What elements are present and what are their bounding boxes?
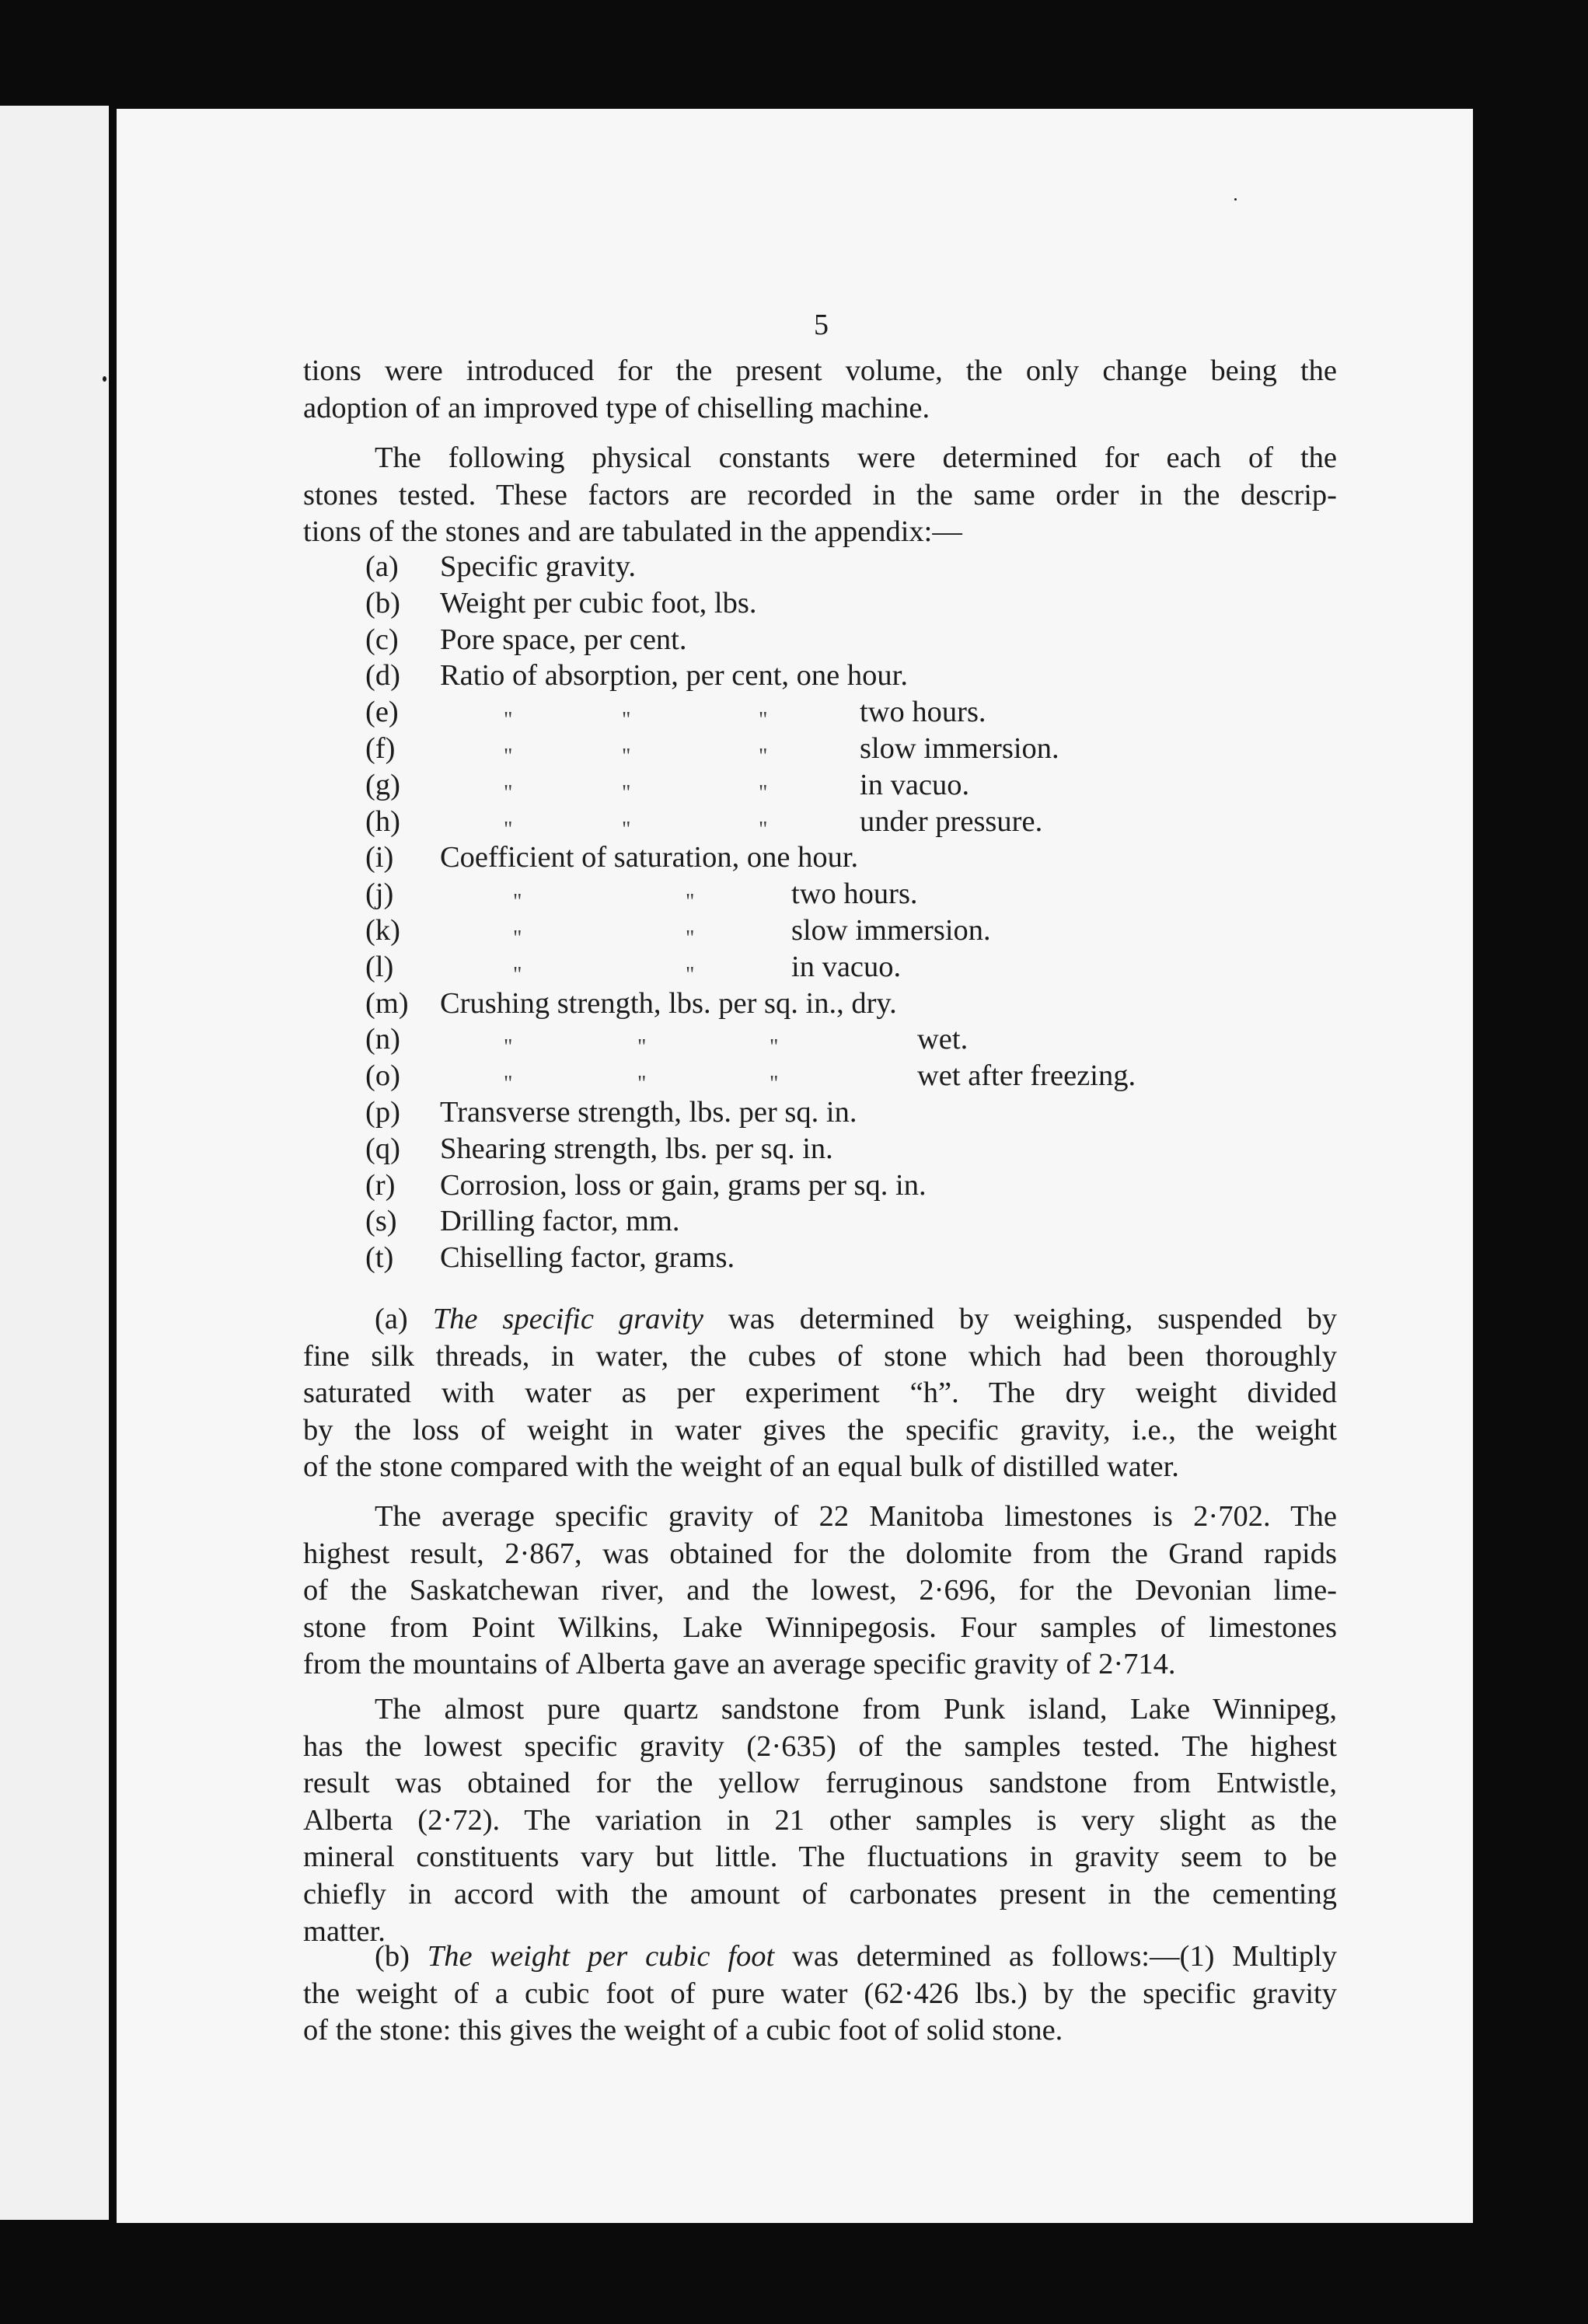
constants-list-item bbox=[365, 731, 1259, 767]
list-item-text: Shearing strength, lbs. per sq. in. bbox=[440, 1132, 833, 1165]
ditto-mark: " bbox=[686, 962, 695, 987]
text-line: stone from Point Wilkins, Lake Winnipegosis. Four samples of limestones bbox=[303, 1610, 1337, 1644]
text-line: has the lowest specific gravity (2·635) of the samples tested. The highest bbox=[303, 1729, 1337, 1763]
text-line: of the Saskatchewan river, and the lowest, 2·696, for the Devonian lime- bbox=[303, 1574, 1337, 1607]
ditto-mark: " bbox=[504, 744, 513, 769]
list-item-text: slow immersion. bbox=[791, 913, 991, 947]
text-line: highest result, 2·867, was obtained for the dolomite from the Grand rapids bbox=[303, 1537, 1337, 1570]
text-line: The almost pure quartz sandstone from Punk island, Lake Winnipeg, bbox=[375, 1693, 1337, 1726]
list-item-letter: (t) bbox=[365, 1241, 394, 1275]
ditto-mark: " bbox=[637, 1035, 647, 1060]
text-line: of the stone: this gives the weight of a cubic foot of solid stone. bbox=[303, 2014, 1063, 2047]
text-line: of the stone compared with the weight of an equal bulk of distilled water. bbox=[303, 1450, 1179, 1484]
list-item-letter: (k) bbox=[365, 913, 400, 947]
text-line: fine silk threads, in water, the cubes of stone which had been thoroughly bbox=[303, 1339, 1337, 1373]
ditto-mark: " bbox=[622, 780, 631, 805]
list-item-letter: (r) bbox=[365, 1168, 396, 1202]
ditto-mark: " bbox=[504, 708, 513, 733]
paragraph-physical-constants bbox=[303, 440, 1337, 551]
ditto-mark: " bbox=[513, 962, 522, 987]
constants-list-item bbox=[365, 986, 1259, 1022]
list-item-letter: (g) bbox=[365, 768, 400, 801]
list-item-letter: (c) bbox=[365, 623, 399, 656]
ditto-mark: " bbox=[504, 780, 513, 805]
ditto-mark: " bbox=[504, 1072, 513, 1097]
ditto-mark: " bbox=[759, 817, 768, 842]
constants-list-item bbox=[365, 804, 1259, 840]
constants-list-item bbox=[365, 1131, 1259, 1167]
list-item-letter: (q) bbox=[365, 1132, 400, 1165]
list-item-text: wet after freezing. bbox=[917, 1059, 1136, 1093]
constants-list-item bbox=[365, 767, 1259, 804]
text-line: tions of the stones and are tabulated in the appendix:— bbox=[303, 515, 962, 549]
list-item-letter: (j) bbox=[365, 878, 394, 911]
ditto-mark: " bbox=[759, 708, 768, 733]
ditto-mark: " bbox=[622, 708, 631, 733]
text-line: tions were introduced for the present volume, the only change being the bbox=[303, 354, 1337, 387]
ditto-mark: " bbox=[504, 1035, 513, 1060]
constants-list-item bbox=[365, 658, 1259, 694]
constants-list-item bbox=[365, 876, 1259, 913]
list-item-text: under pressure. bbox=[860, 804, 1043, 838]
list-item-text: Drilling factor, mm. bbox=[440, 1205, 680, 1238]
list-item-letter: (d) bbox=[365, 659, 400, 693]
constants-list bbox=[365, 549, 1259, 1276]
text-line: saturated with water as per experiment “h”. The dry weight divided bbox=[303, 1377, 1337, 1410]
ditto-mark: " bbox=[513, 890, 522, 915]
text-line: Alberta (2·72). The variation in 21 other samples is very slight as the bbox=[303, 1803, 1337, 1837]
item-label: (b) bbox=[375, 1940, 410, 1973]
text-line: The average specific gravity of 22 Manitoba limestones is 2·702. The bbox=[375, 1500, 1337, 1533]
ditto-mark: " bbox=[686, 890, 695, 915]
list-item-text: Coefficient of saturation, one hour. bbox=[440, 841, 859, 874]
list-item-letter: (l) bbox=[365, 950, 394, 983]
paragraph-weight-per-cubic-foot bbox=[303, 1938, 1337, 2050]
facing-page-edge bbox=[0, 106, 109, 2220]
scan-speck bbox=[1234, 198, 1237, 201]
constants-list-item bbox=[365, 839, 1259, 876]
list-item-letter: (f) bbox=[365, 731, 396, 765]
list-item-text: two hours. bbox=[791, 878, 918, 911]
constants-list-item bbox=[365, 1240, 1259, 1276]
list-item-letter: (n) bbox=[365, 1023, 400, 1056]
paragraph-specific-gravity bbox=[303, 1301, 1337, 1486]
list-item-letter: (p) bbox=[365, 1095, 400, 1129]
paragraph-intro-continuation bbox=[303, 353, 1337, 427]
text-line: adoption of an improved type of chiselling machine. bbox=[303, 391, 930, 424]
list-item-text: in vacuo. bbox=[791, 950, 902, 983]
text-line: result was obtained for the yellow ferruginous sandstone from Entwistle, bbox=[303, 1767, 1337, 1800]
text-line: mineral constituents vary but little. The fluctuations in gravity seem to be bbox=[303, 1841, 1337, 1874]
list-item-text: wet. bbox=[917, 1023, 969, 1056]
constants-list-item bbox=[365, 1167, 1259, 1204]
text-line: matter. bbox=[303, 1914, 386, 1948]
ditto-mark: " bbox=[622, 817, 631, 842]
constants-list-item bbox=[365, 913, 1259, 949]
constants-list-item bbox=[365, 549, 1259, 585]
ditto-mark: " bbox=[504, 817, 513, 842]
paragraph-sandstones bbox=[303, 1691, 1337, 1950]
ditto-mark: " bbox=[759, 780, 768, 805]
text-line: chiefly in accord with the amount of carbonates present in the cementing bbox=[303, 1877, 1337, 1910]
list-item-text: Corrosion, loss or gain, grams per sq. in. bbox=[440, 1168, 927, 1202]
italic-term: The specific gravity bbox=[432, 1303, 703, 1335]
list-item-letter: (h) bbox=[365, 804, 400, 838]
list-item-text: Ratio of absorption, per cent, one hour. bbox=[440, 659, 908, 693]
list-item-text: slow immersion. bbox=[860, 731, 1059, 765]
ditto-mark: " bbox=[622, 744, 631, 769]
text-span: was determined by weighing, suspended by bbox=[703, 1303, 1337, 1335]
constants-list-item bbox=[365, 1021, 1259, 1058]
list-item-text: in vacuo. bbox=[860, 768, 970, 801]
item-label: (a) bbox=[375, 1303, 408, 1335]
constants-list-item bbox=[365, 1058, 1259, 1097]
text-line: stones tested. These factors are recorded in the same order in the descrip- bbox=[303, 478, 1337, 511]
text-line: The following physical constants were determined for each of the bbox=[375, 441, 1337, 474]
ditto-mark: " bbox=[637, 1072, 647, 1097]
list-item-letter: (i) bbox=[365, 841, 394, 874]
ditto-mark: " bbox=[770, 1035, 779, 1060]
list-item-text: Crushing strength, lbs. per sq. in., dry. bbox=[440, 986, 897, 1020]
text-line bbox=[303, 1938, 1337, 1976]
scan-speck bbox=[103, 376, 106, 382]
list-item-text: Pore space, per cent. bbox=[440, 623, 687, 656]
ditto-mark: " bbox=[686, 926, 695, 951]
constants-list-item bbox=[365, 949, 1259, 986]
italic-term: The weight per cubic foot bbox=[427, 1940, 775, 1973]
paragraph-limestones bbox=[303, 1499, 1337, 1684]
list-item-text: Specific gravity. bbox=[440, 550, 636, 583]
list-item-text: two hours. bbox=[860, 696, 986, 729]
text-span: was determined as follows:—(1) Multiply bbox=[774, 1940, 1338, 1973]
constants-list-item bbox=[365, 622, 1259, 658]
page-number: 5 bbox=[814, 309, 829, 341]
text-line: by the loss of weight in water gives the specific gravity, i.e., the weight bbox=[303, 1413, 1337, 1446]
constants-list-item bbox=[365, 585, 1259, 622]
list-item-letter: (o) bbox=[365, 1059, 400, 1093]
list-item-letter: (a) bbox=[365, 550, 399, 583]
list-item-text: Weight per cubic foot, lbs. bbox=[440, 586, 757, 619]
list-item-letter: (e) bbox=[365, 696, 399, 729]
constants-list-item bbox=[365, 694, 1259, 731]
constants-list-item bbox=[365, 1094, 1259, 1131]
list-item-letter: (s) bbox=[365, 1205, 397, 1238]
text-line: from the mountains of Alberta gave an average specific gravity of 2·714. bbox=[303, 1648, 1176, 1681]
list-item-text: Chiselling factor, grams. bbox=[440, 1241, 735, 1275]
ditto-mark: " bbox=[759, 744, 768, 769]
list-item-letter: (m) bbox=[365, 986, 409, 1020]
list-item-letter: (b) bbox=[365, 586, 400, 619]
text-line: the weight of a cubic foot of pure water (62·426 lbs.) by the specific gravity bbox=[303, 1977, 1337, 2010]
text-line bbox=[303, 1301, 1337, 1338]
list-item-text: Transverse strength, lbs. per sq. in. bbox=[440, 1095, 857, 1129]
ditto-mark: " bbox=[513, 926, 522, 951]
ditto-mark: " bbox=[770, 1072, 779, 1097]
constants-list-item bbox=[365, 1203, 1259, 1240]
